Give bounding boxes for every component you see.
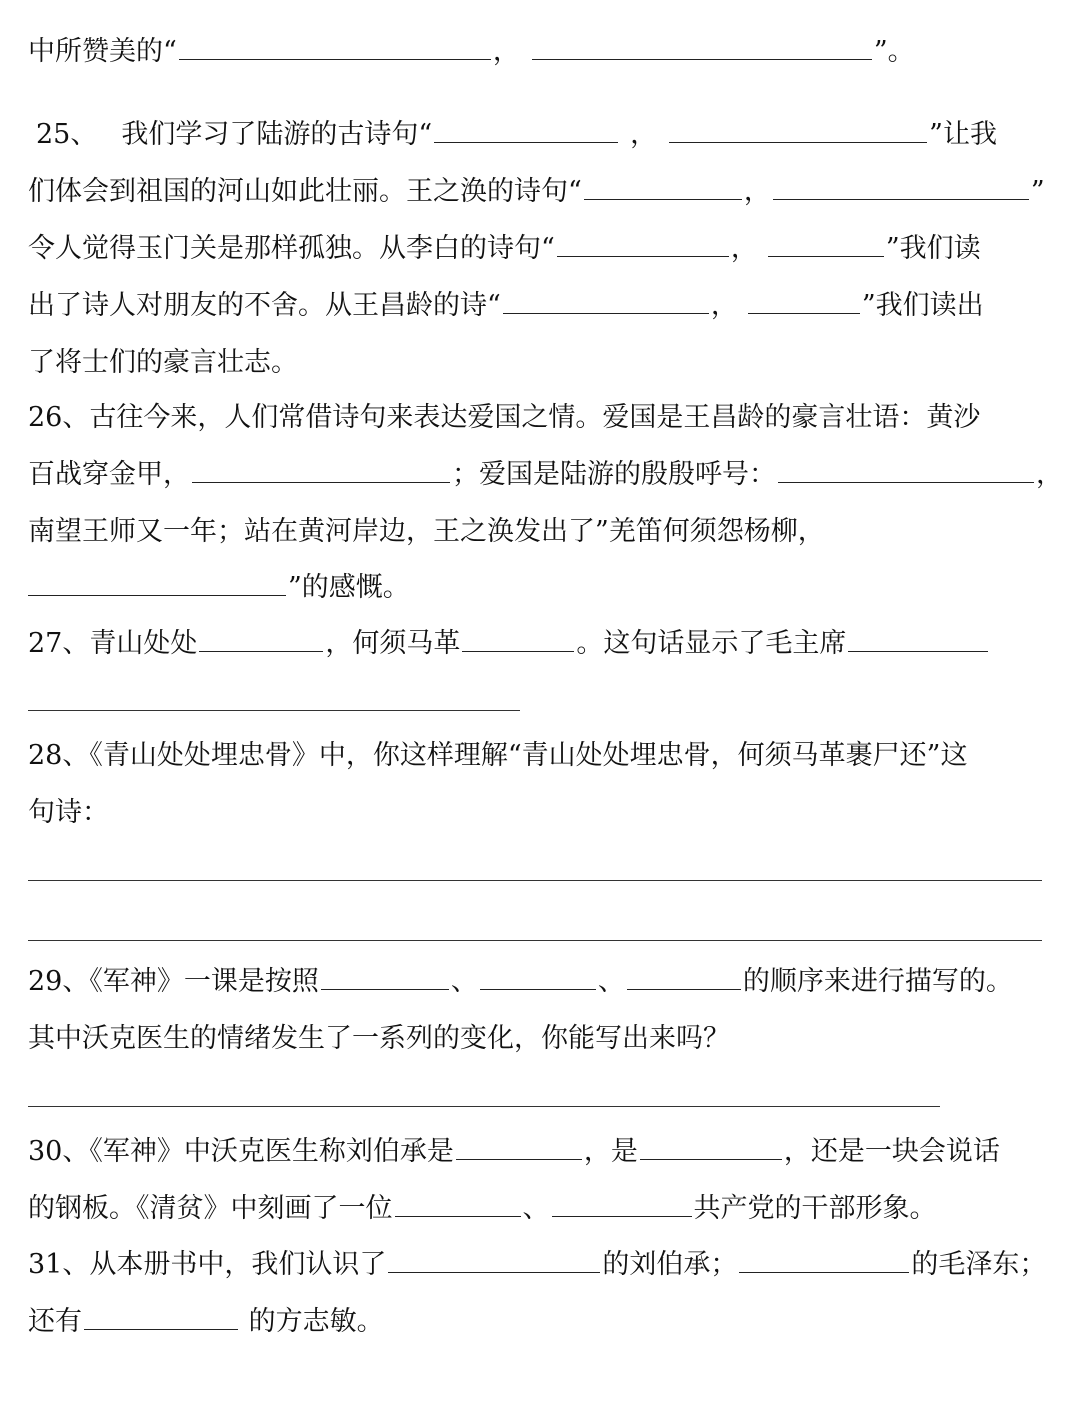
q26-text-4: ”的感慨。	[288, 572, 410, 603]
q30-blank-3[interactable]	[395, 1190, 521, 1217]
q30-text-a: 《军神》中沃克医生称刘伯承是	[89, 1136, 454, 1167]
q30-number: 30、	[28, 1136, 90, 1167]
q29-line-2	[28, 1019, 1049, 1059]
q25-blank-6[interactable]	[768, 230, 884, 257]
q24-comma: ，	[492, 36, 520, 67]
q30-text-c: ，还是一块会说话	[783, 1136, 1000, 1167]
q25-line-5	[28, 343, 1049, 383]
q30-line-1	[28, 1132, 1049, 1172]
q26-text-3: 南望王师又一年；站在黄河岸边，王之涣发出了”羌笛何须怨杨柳，	[28, 516, 825, 547]
q31-line-2	[28, 1302, 1049, 1342]
q25-text-5: 了将士们的豪言壮志。	[28, 347, 298, 378]
q27-text-b: ，何须马革	[325, 628, 461, 659]
q31-blank-1[interactable]	[388, 1246, 600, 1273]
q26-line-4	[28, 568, 1049, 608]
q27-answer-line[interactable]	[28, 710, 520, 711]
q25-line-2	[28, 172, 1049, 212]
q25-text-3b: ”我们读	[885, 233, 981, 264]
q26-line-3	[28, 512, 1049, 552]
q26-blank-3[interactable]	[28, 569, 286, 596]
q29-sep-1: 、	[450, 966, 478, 997]
q27-line-1	[28, 624, 1049, 664]
q25-text-2a: 们体会到祖国的河山如此壮丽。王之涣的诗句“	[28, 176, 582, 207]
q27-blank-1[interactable]	[199, 625, 323, 652]
q30-text-2a: 的钢板。《清贫》中刻画了一位	[28, 1193, 393, 1224]
q29-blank-1[interactable]	[321, 963, 449, 990]
q25-line-4	[28, 286, 1049, 326]
q25-line-3	[28, 229, 1049, 269]
q25-text-1b: ”让我	[929, 119, 997, 150]
q29-text-2: 其中沃克医生的情绪发生了一系列的变化，你能写出来吗？	[28, 1023, 730, 1054]
q26-line-2	[28, 455, 1063, 495]
q25-number: 25、	[36, 119, 98, 150]
q31-text-2a: 还有	[28, 1306, 82, 1337]
q25-comma-2: ，	[743, 176, 771, 207]
q25-text-4b: ”我们读出	[861, 290, 984, 321]
q25-comma-3: ，	[730, 233, 758, 264]
q30-text-b: ，是	[583, 1136, 638, 1167]
q31-number: 31、	[28, 1249, 90, 1280]
q30-blank-2[interactable]	[640, 1133, 782, 1160]
q31-blank-3[interactable]	[84, 1303, 238, 1330]
q25-text-2b: ”	[1030, 176, 1045, 207]
q26-text-2a: 百战穿金甲，	[28, 459, 190, 490]
q26-blank-1[interactable]	[192, 456, 450, 483]
q28-text-1: 《青山处处埋忠骨》中，你这样理解“青山处处埋忠骨，何须马革裹尸还”这	[89, 740, 968, 771]
q25-comma-1: ，	[630, 119, 658, 150]
q30-line-2	[28, 1189, 1049, 1229]
q26-text-2b: ；爱国是陆游的殷殷呼号：	[452, 459, 776, 490]
q25-text-4a: 出了诗人对朋友的不舍。从王昌龄的诗“	[28, 290, 501, 321]
q28-answer-line-1[interactable]	[28, 880, 1042, 881]
q27-blank-2[interactable]	[462, 625, 574, 652]
q29-line-1	[28, 962, 1049, 1002]
q29-sep-2: 、	[597, 966, 625, 997]
q24-tail-line	[28, 32, 1049, 72]
q26-blank-2[interactable]	[778, 456, 1034, 483]
q28-answer-line-2[interactable]	[28, 940, 1042, 941]
q29-answer-line[interactable]	[28, 1106, 940, 1107]
q27-blank-3[interactable]	[848, 625, 988, 652]
q24-close: ”。	[873, 36, 915, 67]
q25-blank-1[interactable]	[434, 116, 618, 143]
q29-text-a: 《军神》一课是按照	[89, 966, 319, 997]
q25-blank-5[interactable]	[557, 230, 729, 257]
q25-line-1	[28, 115, 1049, 155]
q25-blank-4[interactable]	[773, 173, 1029, 200]
q25-blank-3[interactable]	[584, 173, 742, 200]
q24-text: 中所赞美的“	[28, 36, 177, 67]
q25-comma-4: ，	[710, 290, 738, 321]
q25-text-3a: 令人觉得玉门关是那样孤独。从李白的诗句“	[28, 233, 555, 264]
q29-blank-2[interactable]	[480, 963, 596, 990]
q26-line-1	[28, 398, 1049, 438]
q26-number: 26、	[28, 402, 90, 433]
q28-line-2	[28, 793, 1049, 833]
q30-blank-4[interactable]	[552, 1190, 692, 1217]
q25-text-1a: 我们学习了陆游的古诗句“	[121, 119, 433, 150]
q29-number: 29、	[28, 966, 90, 997]
q27-number: 27、	[28, 628, 90, 659]
q30-sep: 、	[522, 1193, 550, 1224]
q27-text-a: 青山处处	[89, 628, 198, 659]
q30-blank-1[interactable]	[456, 1133, 582, 1160]
q25-blank-2[interactable]	[669, 116, 927, 143]
q31-text-a: 从本册书中，我们认识了	[89, 1249, 387, 1280]
q31-text-b: 的刘伯承；	[602, 1249, 738, 1280]
q28-number: 28、	[28, 740, 90, 771]
q28-line-1	[28, 736, 1049, 776]
q27-text-c: 。这句话显示了毛主席	[576, 628, 847, 659]
q29-blank-3[interactable]	[627, 963, 741, 990]
q25-blank-8[interactable]	[748, 287, 860, 314]
q24-blank-2[interactable]	[532, 33, 872, 60]
q28-text-2: 句诗：	[28, 797, 109, 828]
q31-line-1	[28, 1245, 1049, 1285]
q31-text-c: 的毛泽东；	[911, 1249, 1047, 1280]
q26-text-2c: ，	[1036, 459, 1063, 490]
q30-text-2b: 共产党的干部形象。	[693, 1193, 937, 1224]
q31-blank-2[interactable]	[739, 1246, 909, 1273]
q25-blank-7[interactable]	[503, 287, 709, 314]
q29-text-b: 的顺序来进行描写的。	[742, 966, 1013, 997]
q26-text-1: 古往今来，人们常借诗句来表达爱国之情。爱国是王昌龄的豪言壮语：黄沙	[89, 402, 981, 433]
q31-text-2b: 的方志敏。	[240, 1306, 384, 1337]
q24-blank-1[interactable]	[179, 33, 491, 60]
